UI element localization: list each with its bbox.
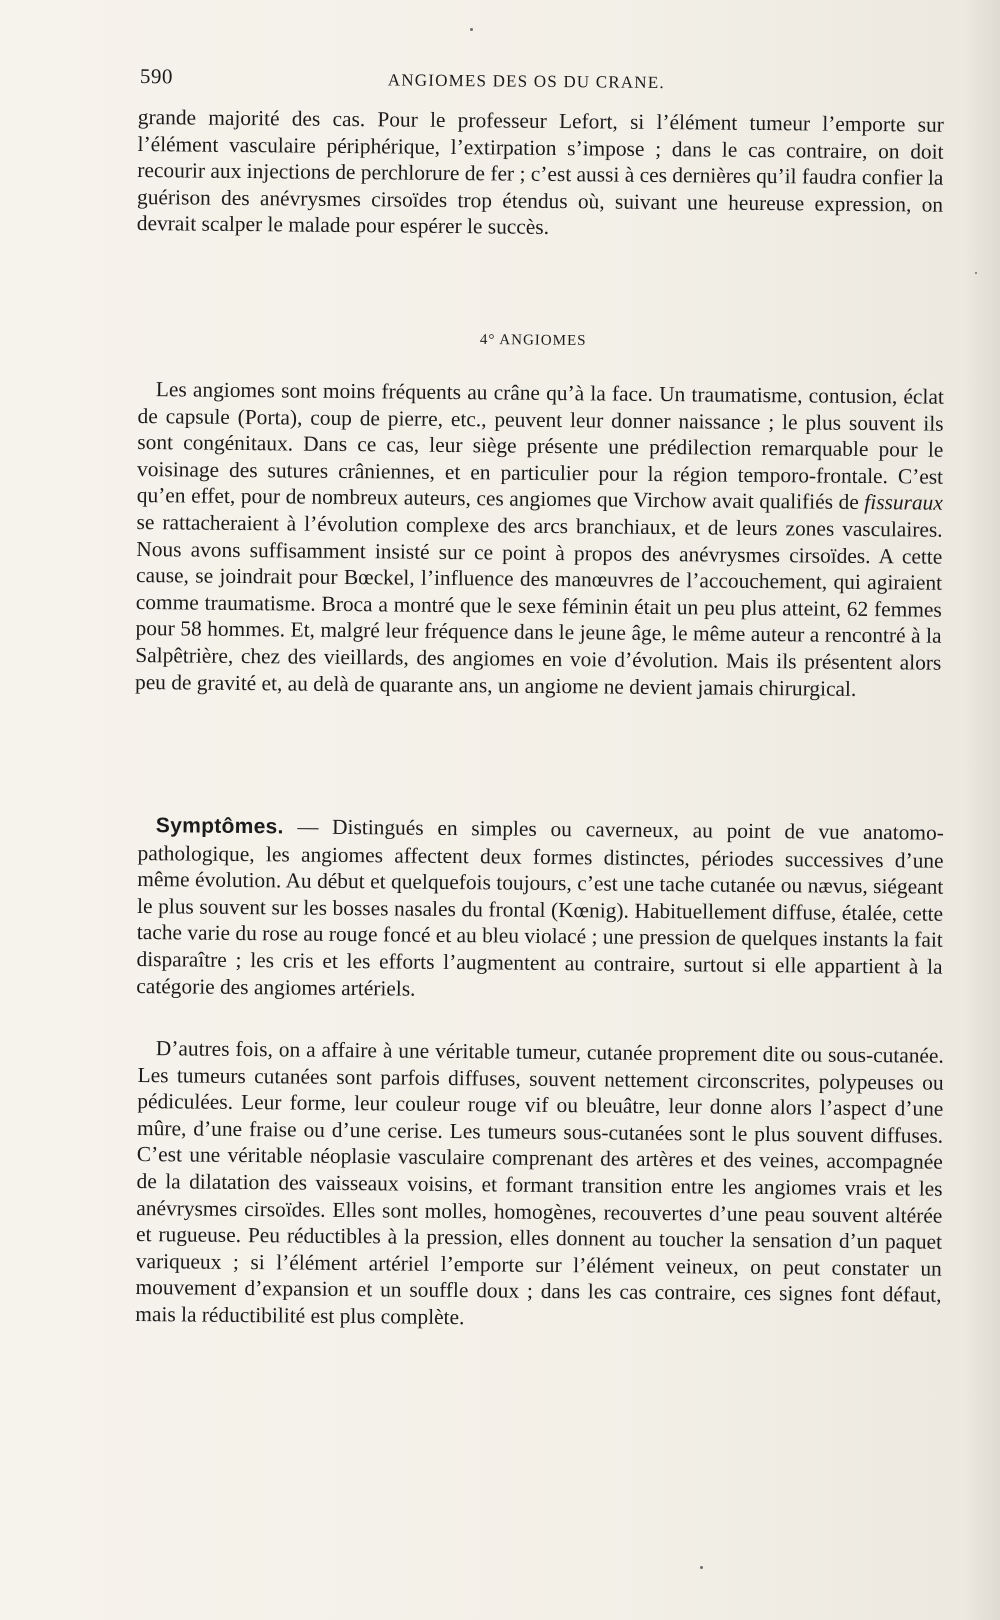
paper-speck xyxy=(700,1566,703,1569)
italic-term: fissuraux xyxy=(864,490,943,516)
angiomes-text-start: Les angiomes sont moins fréquents au crâne qu’à la face. Un traumatisme, contusion, éclat de capsule (Porta), coup de pierre, etc., peuvent leur donner naissance ; le plus souvent ils sont congénitaux. Dans ce cas, leur siège présente une prédilection remarquable pour le voisinage des sutures crâniennes, et en particulier pour la région temporo-frontale. C’est qu’en effet, pour de nombreux auteurs, ces angiomes que Virchow avait qualifiés de xyxy=(136,377,944,515)
paragraph-continuation xyxy=(137,104,944,245)
angiomes-text-end: se rattacheraient à l’évolution complexe des arcs branchiaux, et de leurs zones vasculaires. Nous avons suffisamment insisté sur ce point à propos des anévrysmes cirsoïdes. A cette cause, se joindrait pour Bœckel, l’influence des manœuvres de l’accouchement, qui agiraient comme traumatisme. Broca a montré que le sexe féminin était un peu plus atteint, 62 femmes pour 58 hommes. Et, malgré leur fréquence dans le jeune âge, le même auteur a rencontré à la Salpêtrière, chez des vieillards, des angiomes en voie d’évolution. Mais ils présentent alors peu de gravité et, au delà de quarante ans, un angiome ne devient jamais chirurgical. xyxy=(134,509,943,701)
page-edge-shadow xyxy=(964,0,1000,1620)
paragraph-tumeur: D’autres fois, on a affaire à une véritable tumeur, cutanée proprement dite ou sous-cutanée. Les tumeurs cutanées sont parfois diffuses, souvent nettement circonscrites, polypeuses ou pédiculées. Leur forme, leur couleur rouge vif ou bleuâtre, leur donne alors l’aspect d’une mûre, d’une fraise ou d’une cerise. Les tumeurs sous-cutanées sont le plus souvent diffuses. C’est une véritable néoplasie vasculaire comprenant des artères et des veines, accompagnée de la dilatation des vaisseaux voisins, et formant transition entre les angiomes vrais et les anévrysmes cirsoïdes. Elles sont molles, homogènes, recouvertes d’une peau souvent altérée et rugueuse. Peu réductibles à la pression, elles donnent au toucher la sensation d’un paquet variqueux ; si l’élément artériel l’emporte sur l’élément veineux, on peut constater un mouvement d’expansion et un souffle doux ; dans les cas contraire, ces signes font défaut, mais la réductibilité est plus complète. xyxy=(135,1036,944,1330)
symptomes-body: Distingués en simples ou caverneux, au point de vue anatomo-pathologique, les angiomes affectent deux formes distinctes, périodes successives d’une même évolution. Au début et quelquefois toujours, c’est une tache cutanée ou nævus, siégeant le plus souvent sur les bosses nasales du frontal (Kœnig). Habituellement diffuse, étalée, cette tache varie du rose au rouge foncé et au bleu violacé ; une pression de quelques instants la fait disparaître ; les cris et les efforts l’augmentent au contraire, surtout si elle appartient à la catégorie des angiomes artériels. xyxy=(136,814,944,1001)
paragraph-tumeur-block xyxy=(135,1035,944,1335)
paragraph-angiomes xyxy=(135,376,944,703)
paper-speck xyxy=(975,272,977,274)
symptomes-heading: Symptômes. xyxy=(155,814,284,839)
paragraph-top: grande majorité des cas. Pour le professeur Lefort, si l’élément tumeur l’emporte sur l’élément vasculaire périphérique, l’extirpation s’impose ; dans le cas contraire, on doit recourir aux injections de perchlorure de fer ; c’est aussi à ces dernières qu’il faudra confier la guérison des anévrysmes cirsoïdes trop étendus où, suivant une heureuse expression, on devrait scalper le malade pour espérer le succès. xyxy=(136,104,944,240)
paragraph-symptomes-block xyxy=(136,812,944,1007)
running-title: ANGIOMES DES OS DU CRANE. xyxy=(387,70,665,93)
page-number: 590 xyxy=(139,64,173,89)
heading-dash: — xyxy=(283,814,333,839)
section-heading: 4° ANGIOMES xyxy=(479,332,587,350)
paper-speck xyxy=(470,28,473,31)
page-header xyxy=(140,64,946,102)
paragraph-angiomes-block xyxy=(135,376,944,703)
paragraph-symptomes xyxy=(136,812,944,1007)
